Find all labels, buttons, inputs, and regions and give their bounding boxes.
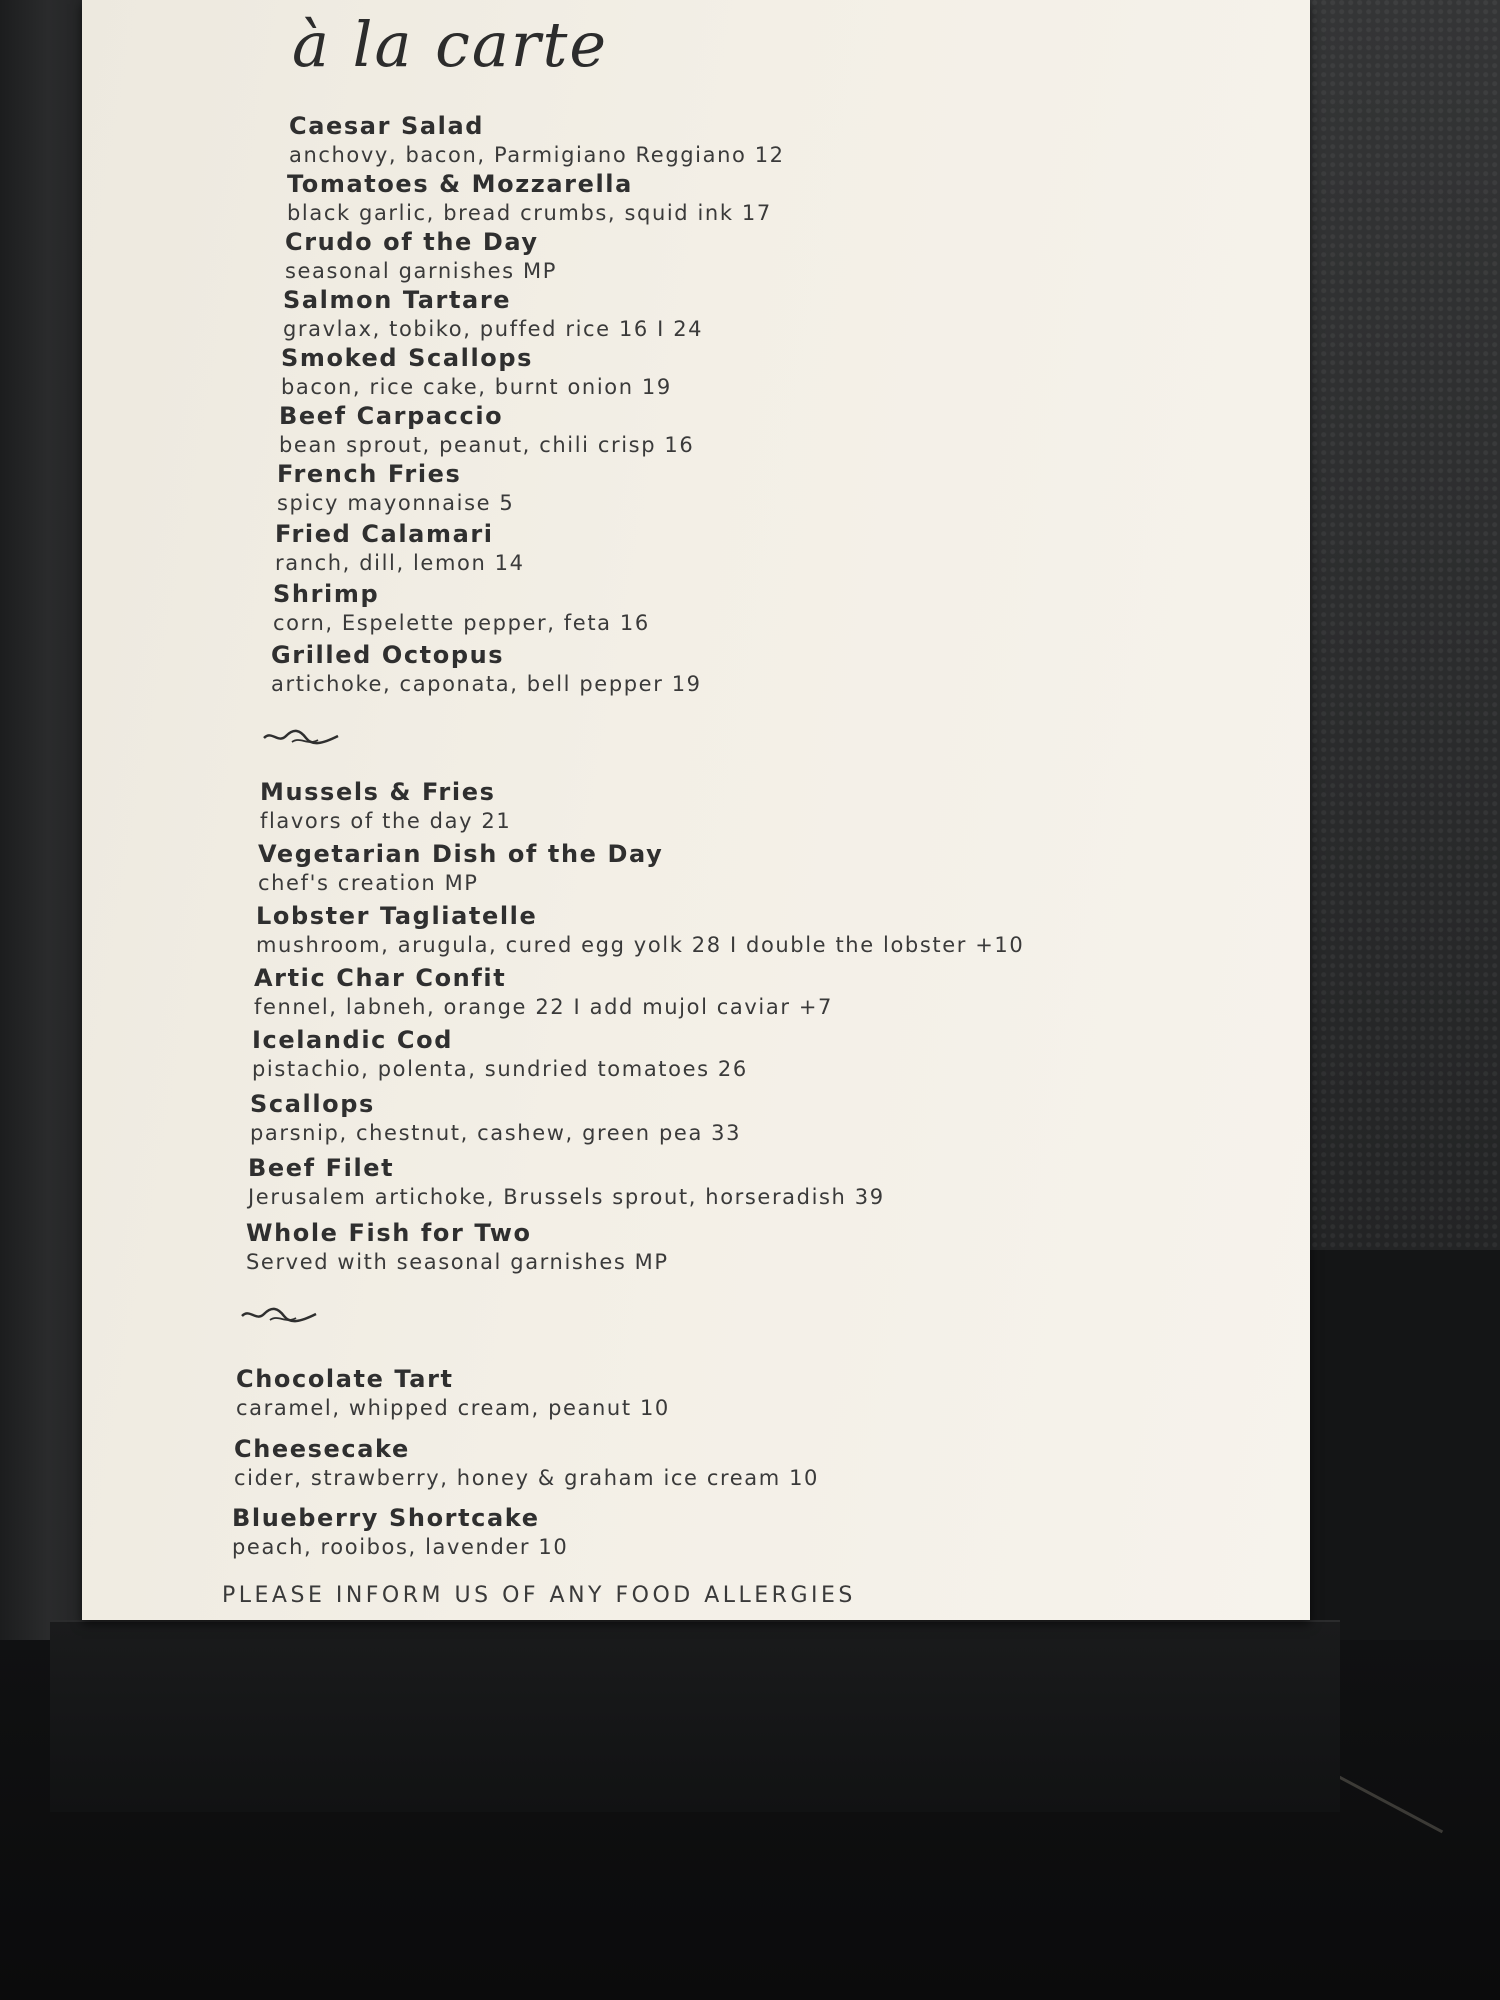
menu-item: [281, 344, 672, 402]
dish-description: Jerusalem artichoke, Brussels sprout, horseradish 39: [248, 1185, 885, 1209]
menu-item: [285, 228, 557, 286]
dish-name: French Fries: [277, 460, 462, 488]
dish-description: mushroom, arugula, cured egg yolk 28 I double the lobster +10: [256, 933, 1025, 957]
menu-item: [250, 1090, 741, 1148]
dish-name: Vegetarian Dish of the Day: [258, 840, 664, 868]
allergy-notice: PLEASE INFORM US OF ANY FOOD ALLERGIES: [222, 1583, 856, 1608]
dish-name: Caesar Salad: [289, 112, 485, 140]
dish-description: pistachio, polenta, sundried tomatoes 26: [252, 1057, 748, 1081]
dish-description: artichoke, caponata, bell pepper 19: [271, 672, 702, 696]
dish-name: Salmon Tartare: [283, 286, 512, 314]
dish-name: Smoked Scallops: [281, 344, 534, 372]
dish-name: Artic Char Confit: [254, 964, 507, 992]
menu-item: [246, 1219, 669, 1277]
dish-name: Beef Carpaccio: [279, 402, 504, 430]
dish-name: Shrimp: [273, 580, 380, 608]
dish-description: anchovy, bacon, Parmigiano Reggiano 12: [289, 143, 785, 167]
menu-item: [232, 1504, 568, 1562]
dish-name: Chocolate Tart: [236, 1365, 454, 1393]
menu-item: [258, 840, 663, 898]
menu-item: [256, 902, 1024, 960]
menu-item: [260, 778, 511, 836]
dish-description: Served with seasonal garnishes MP: [246, 1250, 669, 1274]
menu-body: [82, 0, 1310, 1620]
wave-squiggle-icon: [262, 726, 340, 748]
binder-right-cover: [1300, 0, 1500, 1250]
menu-item: [234, 1435, 819, 1493]
dish-name: Mussels & Fries: [260, 778, 496, 806]
menu-item: [273, 580, 650, 638]
dish-name: Blueberry Shortcake: [232, 1504, 540, 1532]
dish-description: caramel, whipped cream, peanut 10: [236, 1396, 670, 1420]
dish-name: Whole Fish for Two: [246, 1219, 532, 1247]
dish-name: Scallops: [250, 1090, 375, 1118]
menu-item: [236, 1365, 670, 1423]
menu-item: [283, 286, 703, 344]
dish-description: chef's creation MP: [258, 871, 479, 895]
dish-name: Cheesecake: [234, 1435, 410, 1463]
menu-item: [271, 641, 702, 699]
binder-bottom-strip: [50, 1620, 1340, 1812]
menu-item: [287, 170, 772, 228]
dish-description: flavors of the day 21: [260, 809, 512, 833]
menu-item: [254, 964, 833, 1022]
menu-item: [275, 520, 525, 578]
dish-description: cider, strawberry, honey & graham ice cream 10: [234, 1466, 820, 1490]
dish-description: ranch, dill, lemon 14: [275, 551, 525, 575]
dish-name: Grilled Octopus: [271, 641, 505, 669]
menu-item: [248, 1154, 885, 1212]
dish-description: peach, rooibos, lavender 10: [232, 1535, 569, 1559]
menu-item: [279, 402, 694, 460]
dish-name: Crudo of the Day: [285, 228, 539, 256]
dish-description: bacon, rice cake, burnt onion 19: [281, 375, 672, 399]
dish-description: black garlic, bread crumbs, squid ink 17: [287, 201, 772, 225]
dish-name: Fried Calamari: [275, 520, 494, 548]
dish-description: parsnip, chestnut, cashew, green pea 33: [250, 1121, 742, 1145]
dish-description: bean sprout, peanut, chili crisp 16: [279, 433, 695, 457]
menu-title: à la carte: [292, 8, 609, 81]
dish-description: spicy mayonnaise 5: [277, 491, 515, 515]
dish-name: Lobster Tagliatelle: [256, 902, 538, 930]
dish-name: Tomatoes & Mozzarella: [287, 170, 633, 198]
dish-description: corn, Espelette pepper, feta 16: [273, 611, 650, 635]
dish-name: Icelandic Cod: [252, 1026, 454, 1054]
menu-item: [277, 460, 514, 518]
dish-name: Beef Filet: [248, 1154, 395, 1182]
wave-squiggle-icon: [240, 1304, 318, 1326]
menu-card: [82, 0, 1310, 1620]
menu-item: [252, 1026, 748, 1084]
dish-description: seasonal garnishes MP: [285, 259, 557, 283]
menu-item: [289, 112, 785, 170]
dish-description: gravlax, tobiko, puffed rice 16 I 24: [283, 317, 704, 341]
dish-description: fennel, labneh, orange 22 I add mujol caviar +7: [254, 995, 833, 1019]
